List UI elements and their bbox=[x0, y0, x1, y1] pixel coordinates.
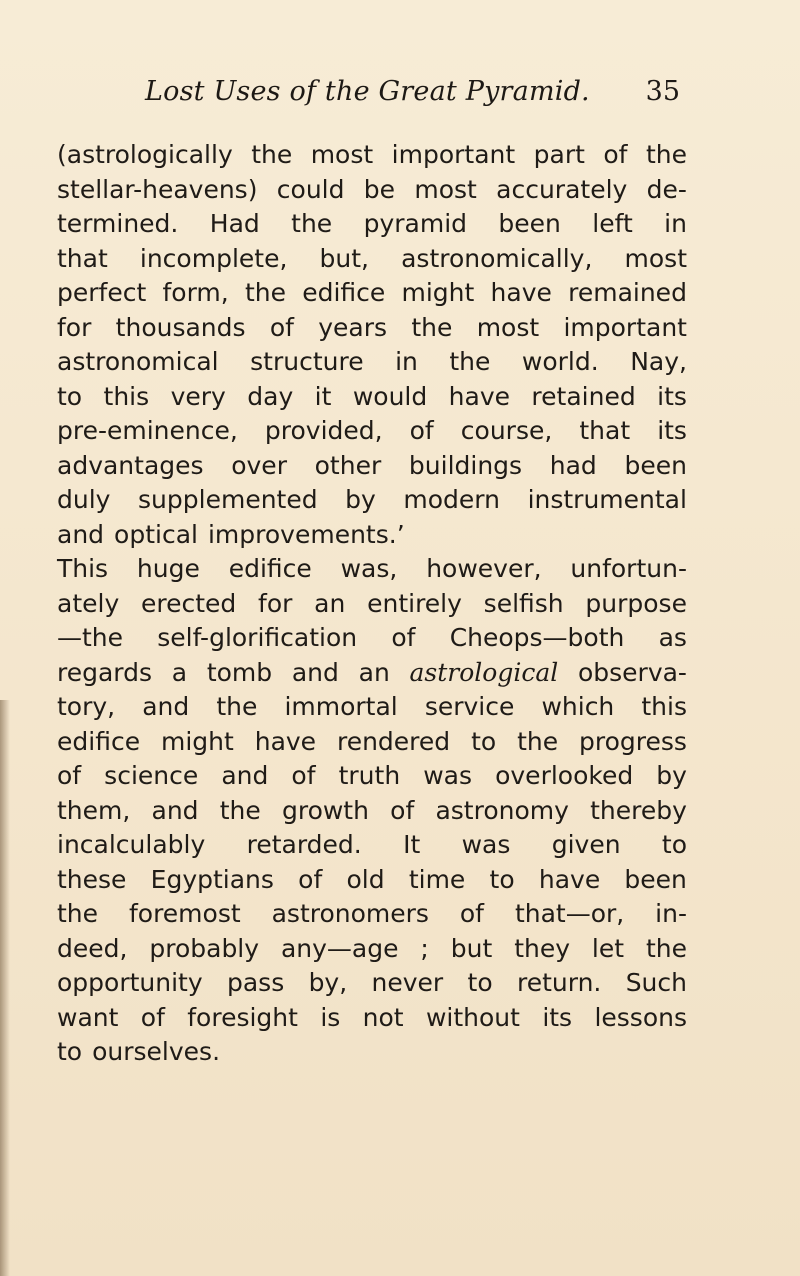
text-word: the bbox=[219, 795, 261, 825]
text-word: in- bbox=[655, 899, 687, 928]
text-word: have bbox=[538, 864, 601, 894]
emphasized-word: astrological bbox=[409, 657, 559, 687]
text-word: the bbox=[645, 140, 687, 169]
text-word: de- bbox=[646, 174, 687, 204]
text-word: ; bbox=[420, 933, 429, 963]
text-word: them, bbox=[57, 795, 131, 825]
text-word: was bbox=[423, 761, 473, 790]
text-word: erected bbox=[141, 588, 237, 618]
text-word: this bbox=[641, 692, 687, 721]
text-word: given bbox=[551, 830, 621, 859]
text-line bbox=[57, 242, 687, 277]
text-word: for bbox=[258, 588, 293, 618]
text-word: ourselves. bbox=[92, 1037, 221, 1066]
text-line bbox=[57, 587, 687, 622]
text-word: the bbox=[57, 899, 99, 928]
text-word: termined. bbox=[57, 209, 179, 238]
text-word: of bbox=[291, 761, 316, 790]
text-word: of bbox=[390, 795, 415, 825]
text-word: have bbox=[254, 726, 317, 756]
text-line bbox=[57, 552, 687, 587]
text-word: structure bbox=[250, 347, 364, 376]
text-word: not bbox=[362, 1002, 404, 1032]
text-word: buildings bbox=[408, 450, 523, 480]
text-word: was, bbox=[340, 554, 398, 583]
text-line bbox=[57, 207, 687, 242]
text-word: might bbox=[401, 278, 475, 307]
text-word: want bbox=[57, 1002, 119, 1032]
text-word: rendered bbox=[336, 726, 451, 756]
text-word: ately bbox=[57, 588, 120, 618]
text-word: pyramid bbox=[363, 209, 468, 238]
text-line bbox=[57, 966, 687, 1001]
text-line bbox=[57, 1001, 687, 1036]
text-word: most bbox=[624, 243, 687, 273]
text-word: selfish bbox=[483, 588, 564, 618]
text-word: observa- bbox=[577, 657, 687, 687]
text-word: tomb bbox=[206, 657, 273, 687]
text-line bbox=[57, 656, 687, 691]
text-word: of bbox=[459, 899, 484, 928]
text-line bbox=[57, 380, 687, 415]
text-word: the bbox=[645, 933, 687, 963]
text-word: most bbox=[476, 312, 540, 342]
text-word: immortal bbox=[284, 692, 398, 721]
text-word: to bbox=[57, 1037, 83, 1066]
text-word: astronomy bbox=[435, 795, 569, 825]
text-line bbox=[57, 725, 687, 760]
text-line bbox=[57, 828, 687, 863]
text-word: the bbox=[411, 312, 453, 342]
text-word: by bbox=[656, 761, 687, 790]
text-word: foremost bbox=[128, 899, 241, 928]
text-word: return. bbox=[516, 968, 602, 997]
text-word: edifice bbox=[228, 554, 312, 583]
text-word: be bbox=[363, 174, 396, 204]
text-word: probably bbox=[149, 933, 260, 963]
text-word: the bbox=[216, 692, 258, 721]
text-word: deed, bbox=[57, 933, 128, 963]
text-word: and bbox=[57, 519, 105, 549]
text-word: and bbox=[151, 795, 199, 825]
running-title: Lost Uses of the Great Pyramid. bbox=[145, 76, 590, 107]
text-word: pre-eminence, bbox=[57, 416, 238, 445]
text-word: very bbox=[170, 381, 226, 411]
text-word: had bbox=[549, 450, 597, 480]
text-word: any—age bbox=[280, 933, 399, 963]
text-word: This bbox=[57, 554, 109, 583]
text-word: to bbox=[57, 381, 83, 411]
text-word: truth bbox=[338, 761, 401, 790]
text-word: overlooked bbox=[495, 761, 634, 790]
text-word: astronomers bbox=[271, 899, 429, 928]
text-word: but bbox=[450, 933, 493, 963]
text-line bbox=[57, 621, 687, 656]
text-word: astronomical bbox=[57, 347, 219, 376]
text-word: incalculably bbox=[57, 830, 206, 859]
text-word: as bbox=[658, 623, 687, 652]
text-word: perfect bbox=[57, 278, 147, 307]
text-word: day bbox=[247, 381, 294, 411]
text-word: have bbox=[490, 278, 552, 307]
text-word: important bbox=[391, 140, 516, 169]
text-word: edifice bbox=[57, 726, 141, 756]
text-word: instrumental bbox=[527, 485, 687, 514]
text-word: of bbox=[603, 140, 628, 169]
text-word: retained bbox=[531, 381, 636, 411]
text-word: that—or, bbox=[514, 899, 625, 928]
text-word: its bbox=[657, 381, 687, 411]
text-word: they bbox=[514, 933, 571, 963]
text-word: left bbox=[592, 209, 633, 238]
text-word: would bbox=[352, 381, 428, 411]
text-word: time bbox=[408, 864, 466, 894]
text-line bbox=[57, 863, 687, 898]
text-word: Such bbox=[625, 968, 687, 997]
text-word: of bbox=[269, 312, 294, 342]
text-word: (astrologically bbox=[57, 140, 233, 169]
text-word: by, bbox=[308, 968, 348, 997]
text-word: course, bbox=[460, 416, 553, 445]
text-word: supplemented bbox=[138, 485, 318, 514]
text-word: pass bbox=[226, 968, 285, 997]
text-line bbox=[57, 759, 687, 794]
text-word: been bbox=[624, 864, 687, 894]
text-word: over bbox=[231, 450, 287, 480]
text-word: of bbox=[298, 864, 323, 894]
text-word: been bbox=[498, 209, 561, 238]
text-word: it bbox=[314, 381, 332, 411]
text-word: most bbox=[310, 140, 374, 169]
text-word: and bbox=[221, 761, 269, 790]
text-word: is bbox=[320, 1002, 341, 1032]
text-word: could bbox=[276, 174, 345, 204]
text-line bbox=[57, 483, 687, 518]
text-word: the bbox=[517, 726, 559, 756]
text-line bbox=[57, 897, 687, 932]
text-word: the bbox=[291, 209, 333, 238]
text-word: It bbox=[403, 830, 421, 859]
text-word: tory, bbox=[57, 692, 116, 721]
running-head bbox=[145, 76, 680, 116]
text-word: that bbox=[579, 416, 631, 445]
text-word: years bbox=[318, 312, 388, 342]
text-word: have bbox=[448, 381, 510, 411]
text-word: world. bbox=[521, 347, 599, 376]
text-word: edifice bbox=[302, 278, 386, 307]
text-word: form, bbox=[162, 278, 229, 307]
text-word: incomplete, bbox=[139, 243, 288, 273]
text-word: an bbox=[358, 657, 390, 687]
text-word: its bbox=[657, 416, 687, 445]
text-word: to bbox=[471, 726, 497, 756]
text-line bbox=[57, 794, 687, 829]
text-word: to bbox=[467, 968, 493, 997]
text-word: the bbox=[244, 278, 286, 307]
text-word: service bbox=[424, 692, 515, 721]
text-line bbox=[57, 173, 687, 208]
text-word: in bbox=[395, 347, 418, 376]
text-word: of bbox=[391, 623, 416, 652]
text-word: a bbox=[171, 657, 188, 687]
text-word: duly bbox=[57, 485, 111, 514]
text-line bbox=[57, 138, 687, 173]
text-word: provided, bbox=[264, 416, 383, 445]
text-word: Egyptians bbox=[150, 864, 274, 894]
text-line bbox=[57, 690, 687, 725]
text-word: that bbox=[57, 243, 108, 273]
text-word: improvements.’ bbox=[207, 519, 405, 549]
text-word: by bbox=[345, 485, 376, 514]
text-word: in bbox=[664, 209, 687, 238]
text-word: been bbox=[624, 450, 687, 480]
text-word: which bbox=[541, 692, 615, 721]
text-word: however, bbox=[426, 554, 542, 583]
text-word: opportunity bbox=[57, 968, 203, 997]
text-word: to bbox=[489, 864, 515, 894]
text-word: entirely bbox=[367, 588, 462, 618]
text-word: this bbox=[103, 381, 150, 411]
text-word: old bbox=[346, 864, 385, 894]
text-line bbox=[57, 311, 687, 346]
text-word: its bbox=[542, 1002, 573, 1032]
text-word: stellar-heavens) bbox=[57, 174, 258, 204]
text-word: regards bbox=[57, 657, 153, 687]
text-word: advantages bbox=[57, 450, 204, 480]
text-word: the bbox=[449, 347, 491, 376]
text-word: other bbox=[314, 450, 382, 480]
text-word: part bbox=[533, 140, 585, 169]
text-word: astronomically, bbox=[401, 243, 593, 273]
text-word: science bbox=[104, 761, 199, 790]
text-word: accurately bbox=[496, 174, 628, 204]
text-word: of bbox=[409, 416, 434, 445]
text-word: important bbox=[563, 312, 687, 342]
text-word: optical bbox=[114, 519, 198, 549]
text-word: Cheops—both bbox=[449, 623, 625, 652]
text-word: an bbox=[314, 588, 346, 618]
text-word: unfortun- bbox=[570, 554, 687, 583]
text-line bbox=[57, 414, 687, 449]
text-word: self-glorification bbox=[157, 623, 358, 652]
text-word: most bbox=[414, 174, 477, 204]
text-line bbox=[57, 932, 687, 967]
page-edge-shadow bbox=[0, 700, 10, 1276]
text-word: and bbox=[142, 692, 190, 721]
body-text bbox=[57, 138, 687, 1070]
text-word: progress bbox=[579, 726, 687, 756]
text-word: lessons bbox=[594, 1002, 687, 1032]
text-line bbox=[57, 1035, 687, 1070]
text-word: of bbox=[140, 1002, 165, 1032]
text-word: the bbox=[251, 140, 293, 169]
text-word: of bbox=[57, 761, 82, 790]
text-word: without bbox=[425, 1002, 520, 1032]
text-word: purpose bbox=[585, 588, 687, 618]
text-word: retarded. bbox=[246, 830, 362, 859]
text-word: foresight bbox=[187, 1002, 298, 1032]
text-word: growth bbox=[281, 795, 369, 825]
text-line bbox=[57, 276, 687, 311]
text-line bbox=[57, 449, 687, 484]
text-word: modern bbox=[403, 485, 500, 514]
text-word: let bbox=[591, 933, 625, 963]
text-word: thereby bbox=[590, 795, 687, 825]
text-word: remained bbox=[568, 278, 687, 307]
text-word: to bbox=[661, 830, 687, 859]
text-word: but, bbox=[319, 243, 369, 273]
page-number: 35 bbox=[645, 76, 680, 107]
text-line bbox=[57, 518, 687, 553]
text-word: —the bbox=[57, 623, 124, 652]
text-word: these bbox=[57, 864, 127, 894]
text-word: was bbox=[461, 830, 511, 859]
text-word: never bbox=[371, 968, 444, 997]
text-word: Had bbox=[209, 209, 260, 238]
text-word: might bbox=[160, 726, 234, 756]
text-line bbox=[57, 345, 687, 380]
text-word: and bbox=[291, 657, 339, 687]
text-word: thousands bbox=[115, 312, 246, 342]
text-word: huge bbox=[136, 554, 200, 583]
text-word: Nay, bbox=[630, 347, 687, 376]
text-word: for bbox=[57, 312, 92, 342]
